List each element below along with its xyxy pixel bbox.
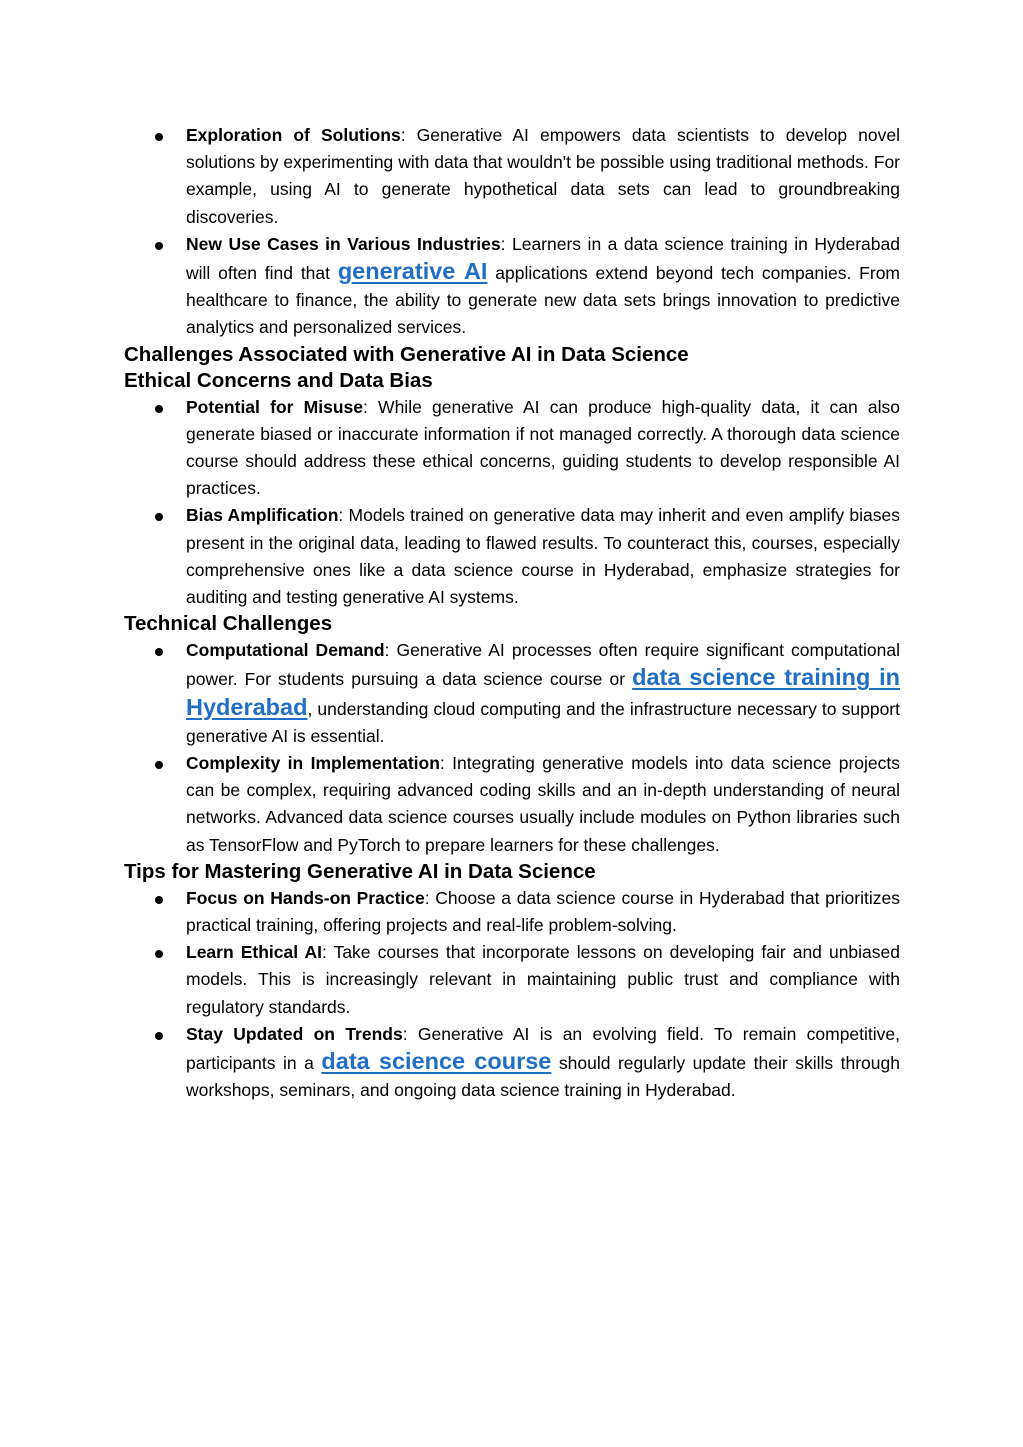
bullet-icon bbox=[155, 1032, 163, 1040]
bullet-term: New Use Cases in Various Industries bbox=[186, 233, 501, 254]
bullet-icon bbox=[155, 761, 163, 769]
list-item bbox=[124, 885, 900, 939]
bullet-icon bbox=[155, 950, 163, 958]
bullet-text: : Take courses that incorporate lessons on developing fair and unbiased models. This is increasingly relevant in maintaining public trust and compliance with regulatory standards. bbox=[186, 942, 900, 1017]
bullet-text: : Generative AI processes often require significant computational power. For students pursuing a data science course or bbox=[186, 640, 901, 690]
technical-bullet-list bbox=[124, 637, 900, 859]
data-science-training-link[interactable]: data science training in Hyderabad bbox=[186, 664, 900, 720]
bullet-term: Learn Ethical AI bbox=[186, 942, 322, 963]
list-item bbox=[124, 231, 900, 342]
bullet-icon bbox=[155, 648, 163, 656]
bullet-text: : Generative AI is an evolving field. To remain competitive, participants in a bbox=[186, 1023, 900, 1074]
list-item bbox=[124, 1021, 900, 1105]
intro-bullet-list bbox=[124, 122, 900, 342]
bullet-term: Exploration of Solutions bbox=[186, 125, 401, 145]
bullet-icon bbox=[155, 242, 163, 250]
bullet-term: Focus on Hands-on Practice bbox=[186, 887, 425, 908]
bullet-text: : While generative AI can produce high-quality data, it can also generate biased or inaccurate information if not managed correctly. A thorough data science course should address these ethical concerns, guiding students to develop responsible AI practices. bbox=[186, 396, 900, 499]
bullet-term: Bias Amplification bbox=[186, 505, 339, 526]
bullet-icon bbox=[155, 896, 163, 904]
bullet-text: applications extend beyond tech companies. From healthcare to finance, the ability to generate new data sets brings innovation to predictive analytics and personalized services. bbox=[186, 263, 901, 338]
bullet-text: : Integrating generative models into data science projects can be complex, requiring advanced coding skills and an in-depth understanding of neural networks. Advanced data science courses usually include modules on Python libraries such as TensorFlow and PyTorch to prepare learners for these challenges. bbox=[186, 753, 900, 855]
bullet-icon bbox=[155, 133, 163, 141]
bullet-term: Complexity in Implementation bbox=[186, 753, 440, 774]
bullet-text: : Learners in a data science training in Hyderabad will often find that bbox=[186, 233, 900, 284]
heading-technical-challenges: Technical Challenges bbox=[124, 612, 333, 636]
bullet-icon bbox=[155, 513, 163, 521]
heading-tips: Tips for Mastering Generative AI in Data Science bbox=[124, 859, 596, 883]
generative-ai-link[interactable]: generative AI bbox=[337, 258, 488, 285]
bullet-text: should regularly update their skills through workshops, seminars, and ongoing data science training in Hyderabad. bbox=[186, 1053, 900, 1101]
bullet-text: : Generative AI empowers data scientists to develop novel solutions by experimenting with data that wouldn't be possible using traditional methods. For example, using AI to generate hypothetical data sets can lead to groundbreaking discoveries. bbox=[186, 125, 900, 227]
list-item bbox=[124, 394, 900, 503]
bullet-text: : Models trained on generative data may inherit and even amplify biases present in the original data, leading to flawed results. To counteract this, courses, especially comprehensive ones like a data science course in Hyderabad, emphasize strategies for auditing and testing generative AI systems. bbox=[186, 505, 901, 608]
bullet-text: : Choose a data science course in Hyderabad that prioritizes practical training, offering projects and real-life problem-solving. bbox=[186, 887, 900, 936]
list-item bbox=[124, 637, 900, 750]
tips-bullet-list bbox=[124, 885, 900, 1105]
bullet-icon bbox=[155, 405, 163, 413]
bullet-term: Stay Updated on Trends bbox=[186, 1023, 403, 1044]
heading-ethical-concerns: Ethical Concerns and Data Bias bbox=[124, 368, 433, 392]
bullet-text: , understanding cloud computing and the infrastructure necessary to support generative AI is essential. bbox=[186, 698, 900, 746]
data-science-course-link[interactable]: data science course bbox=[321, 1048, 552, 1075]
document-page bbox=[124, 122, 900, 1105]
ethical-bullet-list bbox=[124, 394, 900, 612]
heading-challenges: Challenges Associated with Generative AI in Data Science bbox=[124, 342, 689, 366]
bullet-term: Potential for Misuse bbox=[186, 396, 363, 417]
list-item bbox=[124, 502, 900, 611]
list-item bbox=[124, 122, 900, 231]
list-item bbox=[124, 939, 900, 1021]
bullet-term: Computational Demand bbox=[186, 640, 385, 661]
list-item bbox=[124, 750, 900, 859]
